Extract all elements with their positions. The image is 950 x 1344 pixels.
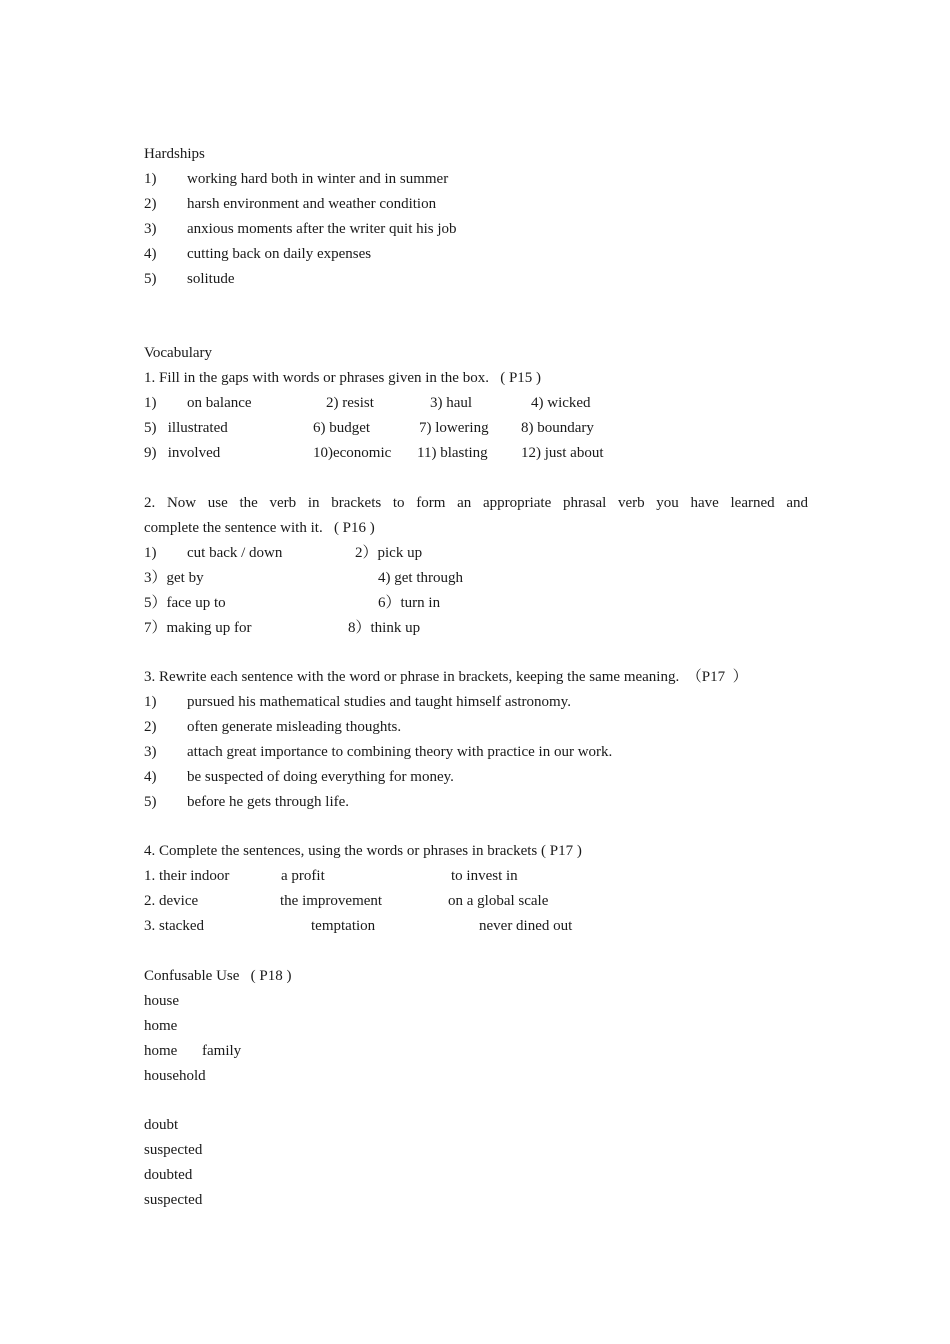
ex1-answer-num: 1) xyxy=(144,395,157,411)
ex2-answer: 2）pick up xyxy=(355,545,423,561)
ex2-instruction-line1: 2. Now use the verb in brackets to form an appropriate phrasal verb you have learned and xyxy=(144,495,808,511)
ex3-num: 4) xyxy=(144,769,157,785)
ex2-answer: cut back / down xyxy=(187,545,283,561)
hardships-heading: Hardships xyxy=(144,146,205,162)
ex3-instruction: 3. Rewrite each sentence with the word or phrase in brackets, keeping the same meaning. （P17 ） xyxy=(144,669,748,685)
hardship-num: 2) xyxy=(144,196,157,212)
vocabulary-heading: Vocabulary xyxy=(144,345,213,361)
ex1-answer: 8) boundary xyxy=(521,420,594,436)
ex2-instruction-line2: complete the sentence with it. ( P16 ) xyxy=(144,520,375,536)
ex3-answer: be suspected of doing everything for money. xyxy=(187,769,454,785)
hardship-num: 4) xyxy=(144,246,157,262)
ex3-answer: attach great importance to combining theory with practice in our work. xyxy=(187,744,613,760)
hardship-item: harsh environment and weather condition xyxy=(187,196,437,212)
ex4-answer: 3. stacked xyxy=(144,918,204,934)
confusable-answer: doubt xyxy=(144,1117,179,1133)
ex4-answer: a profit xyxy=(281,868,325,884)
ex1-answer: 4) wicked xyxy=(531,395,591,411)
hardship-num: 3) xyxy=(144,221,157,237)
ex3-num: 1) xyxy=(144,694,157,710)
ex1-answer: 3) haul xyxy=(430,395,473,411)
ex3-num: 3) xyxy=(144,744,157,760)
hardship-item: cutting back on daily expenses xyxy=(187,246,372,262)
ex3-num: 5) xyxy=(144,794,157,810)
ex3-answer: before he gets through life. xyxy=(187,794,350,810)
ex4-answer: never dined out xyxy=(479,918,573,934)
confusable-answer: suspected xyxy=(144,1192,203,1208)
hardship-num: 5) xyxy=(144,271,157,287)
ex1-answer: 10)economic xyxy=(313,445,392,461)
confusable-answer: doubted xyxy=(144,1167,193,1183)
ex4-answer: the improvement xyxy=(280,893,383,909)
ex4-answer: on a global scale xyxy=(448,893,549,909)
ex3-answer: pursued his mathematical studies and taught himself astronomy. xyxy=(187,694,571,710)
ex4-instruction: 4. Complete the sentences, using the words or phrases in brackets ( P17 ) xyxy=(144,843,582,859)
ex1-instruction: 1. Fill in the gaps with words or phrases given in the box. ( P15 ) xyxy=(144,370,542,386)
ex4-answer: 1. their indoor xyxy=(144,868,230,884)
ex1-answer: 12) just about xyxy=(521,445,604,461)
ex3-answer: often generate misleading thoughts. xyxy=(187,719,402,735)
confusable-heading: Confusable Use ( P18 ) xyxy=(144,968,292,984)
ex4-answer: 2. device xyxy=(144,893,199,909)
confusable-answer: home xyxy=(144,1043,178,1059)
ex2-answer: 6）turn in xyxy=(378,595,441,611)
ex2-answer: 5）face up to xyxy=(144,595,226,611)
ex1-answer: 2) resist xyxy=(326,395,374,411)
hardship-item: working hard both in winter and in summer xyxy=(187,171,449,187)
ex1-answer: 6) budget xyxy=(313,420,371,436)
ex2-answer-num: 1) xyxy=(144,545,157,561)
hardship-item: solitude xyxy=(187,271,235,287)
hardship-item: anxious moments after the writer quit his job xyxy=(187,221,457,237)
ex2-answer: 7）making up for xyxy=(144,620,252,636)
ex1-answer: 11) blasting xyxy=(417,445,488,461)
confusable-answer: home xyxy=(144,1018,178,1034)
ex1-answer: 5) illustrated xyxy=(144,420,228,436)
ex1-answer: 7) lowering xyxy=(419,420,489,436)
ex4-answer: temptation xyxy=(311,918,376,934)
ex3-num: 2) xyxy=(144,719,157,735)
confusable-answer: house xyxy=(144,993,179,1009)
ex1-answer: on balance xyxy=(187,395,252,411)
ex1-answer: 9) involved xyxy=(144,445,221,461)
hardship-num: 1) xyxy=(144,171,157,187)
confusable-answer: family xyxy=(202,1043,242,1059)
confusable-answer: suspected xyxy=(144,1142,203,1158)
ex2-answer: 3）get by xyxy=(144,570,204,586)
ex2-answer: 4) get through xyxy=(378,570,463,586)
confusable-answer: household xyxy=(144,1068,206,1084)
ex4-answer: to invest in xyxy=(451,868,518,884)
ex2-answer: 8）think up xyxy=(348,620,421,636)
